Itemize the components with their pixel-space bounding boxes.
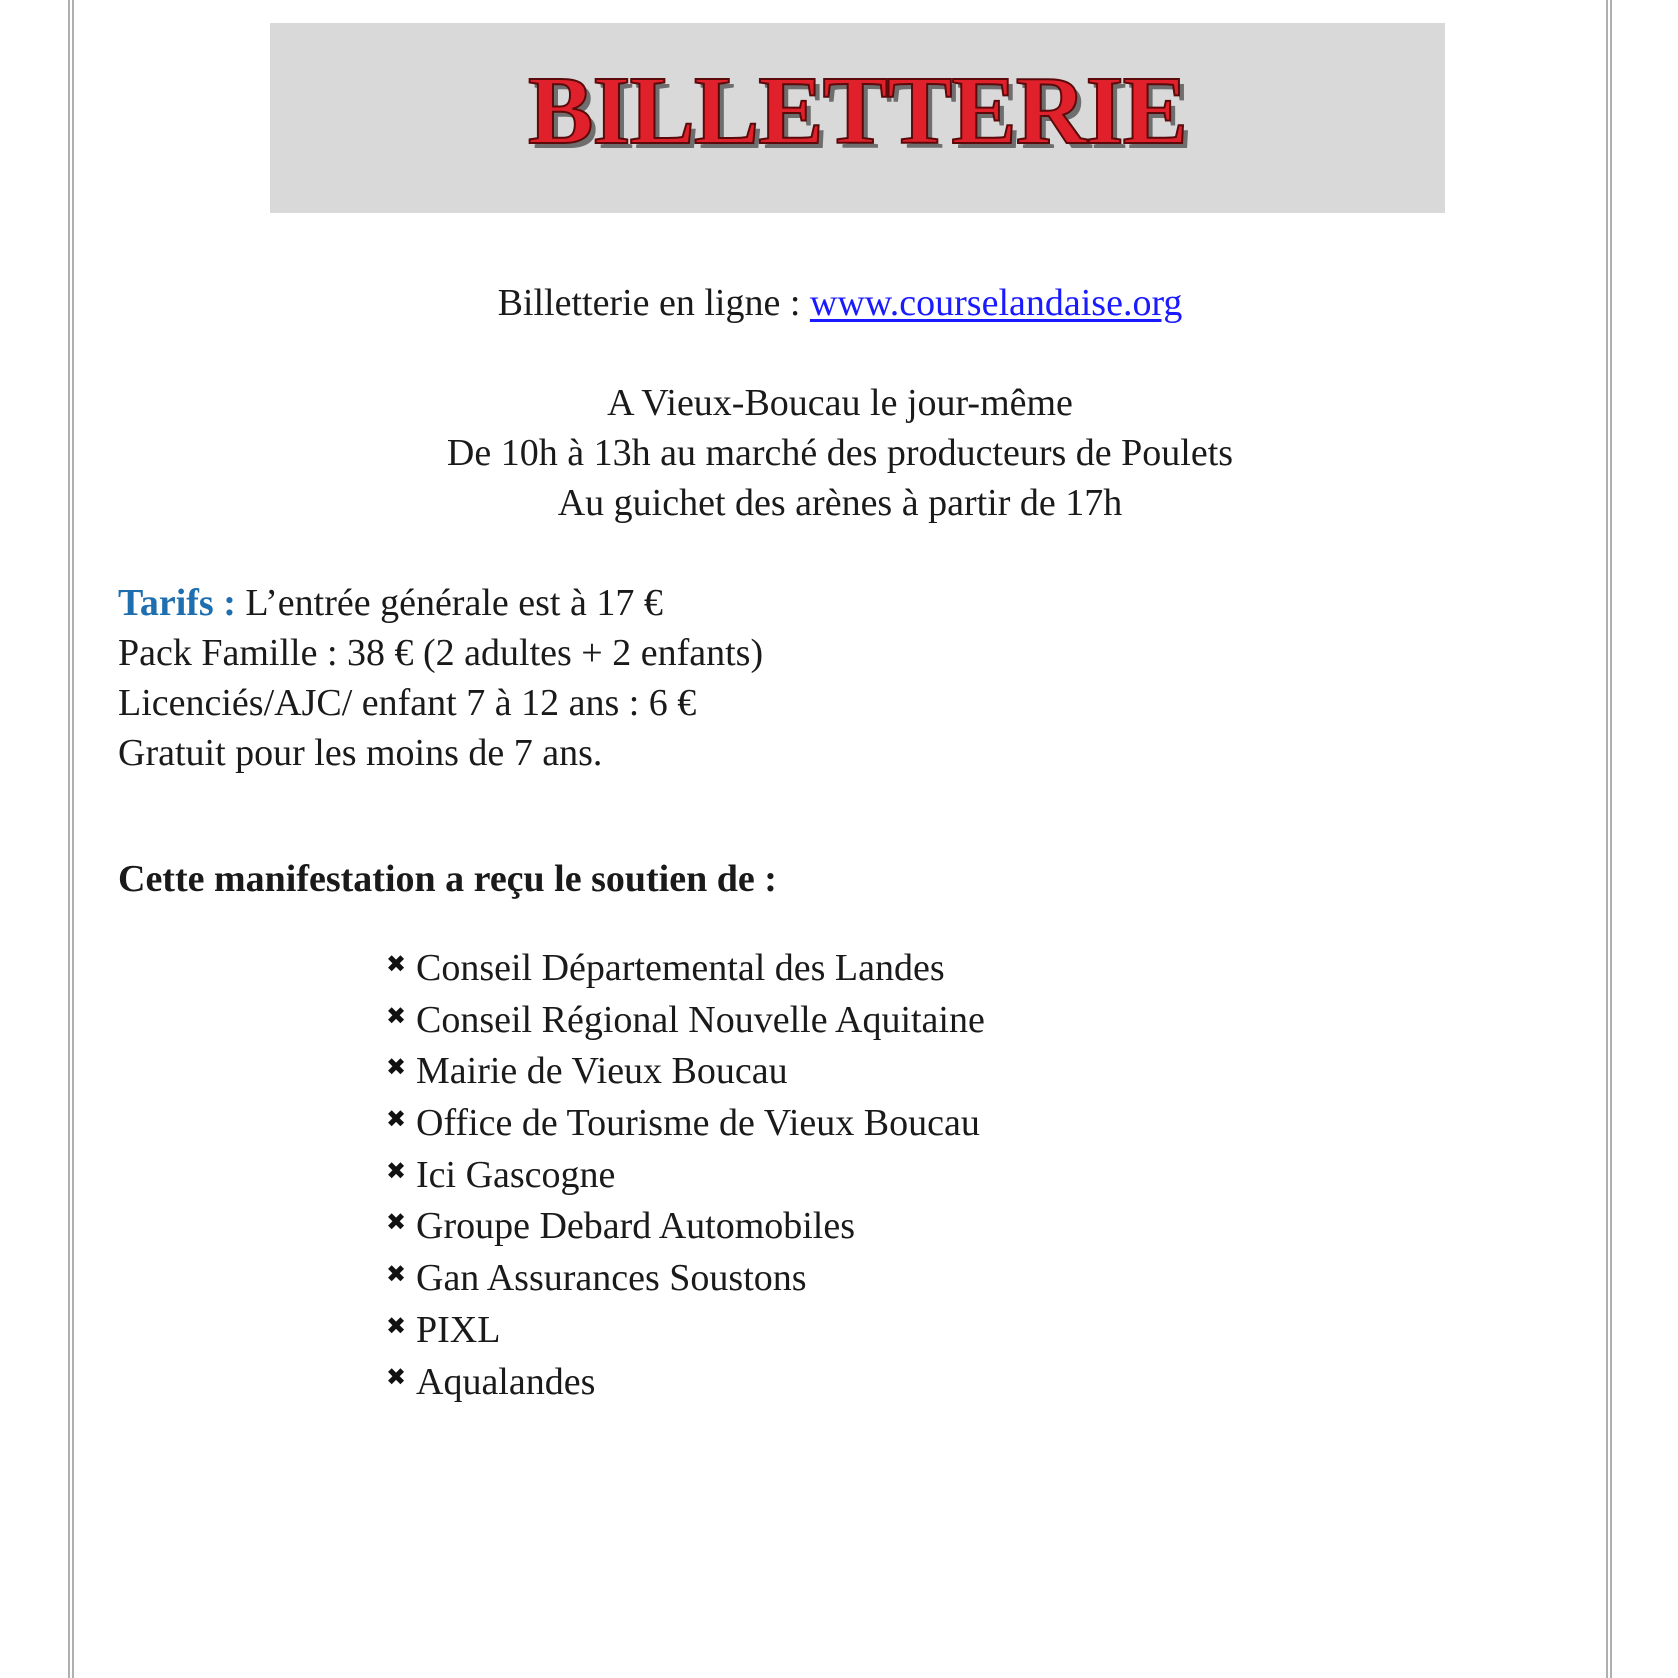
online-ticketing-label: Billetterie en ligne :	[497, 282, 810, 324]
sponsor-list	[386, 943, 985, 1408]
sponsor-name: Mairie de Vieux Boucau	[416, 1050, 788, 1093]
list-item	[386, 1098, 985, 1150]
ticketing-website-link[interactable]: www.courselandaise.org	[809, 282, 1183, 324]
cross-bullet-icon: ✖	[386, 1156, 407, 1185]
tarif-licencies: Licenciés/AJC/ enfant 7 à 12 ans : 6 €	[118, 682, 697, 724]
list-item	[386, 1305, 985, 1357]
sponsor-name: Gan Assurances Soustons	[416, 1257, 807, 1300]
online-ticketing-line	[74, 278, 1606, 328]
sponsor-name: Ici Gascogne	[416, 1153, 616, 1196]
cross-bullet-icon: ✖	[386, 949, 407, 978]
sponsor-name: Aqualandes	[416, 1360, 596, 1403]
page-border-left	[68, 0, 74, 1678]
cross-bullet-icon: ✖	[386, 1001, 407, 1030]
list-item	[386, 1150, 985, 1202]
sponsor-name: PIXL	[416, 1308, 501, 1351]
onsite-line-3: Au guichet des arènes à partir de 17h	[557, 482, 1123, 524]
support-heading: Cette manifestation a reçu le soutien de :	[118, 858, 777, 900]
tarifs-label: Tarifs :	[118, 582, 246, 624]
onsite-line-2: De 10h à 13h au marché des producteurs de Poulets	[446, 432, 1234, 474]
sponsor-name: Conseil Départemental des Landes	[416, 947, 945, 989]
tarif-general: L’entrée générale est à 17 €	[245, 582, 663, 624]
list-item	[386, 1201, 985, 1253]
sponsor-name: Office de Tourisme de Vieux Boucau	[416, 1102, 980, 1145]
cross-bullet-icon: ✖	[386, 1105, 407, 1134]
page-border-right	[1606, 0, 1612, 1678]
tarif-gratuit: Gratuit pour les moins de 7 ans.	[118, 732, 603, 774]
list-item	[386, 1046, 985, 1098]
cross-bullet-icon: ✖	[386, 1053, 407, 1082]
cross-bullet-icon: ✖	[386, 1311, 407, 1340]
list-item	[386, 1357, 985, 1409]
onsite-line-1: A Vieux-Boucau le jour-même	[607, 382, 1073, 424]
title-banner	[270, 23, 1445, 213]
list-item	[386, 943, 985, 995]
sponsor-name: Groupe Debard Automobiles	[416, 1205, 856, 1248]
tarif-famille: Pack Famille : 38 € (2 adultes + 2 enfants)	[118, 632, 764, 674]
list-item	[386, 1253, 985, 1305]
sponsor-name: Conseil Régional Nouvelle Aquitaine	[416, 998, 985, 1041]
page-title: BILLETTERIE	[528, 57, 1187, 165]
list-item	[386, 995, 985, 1047]
tarifs-general-line	[118, 578, 663, 628]
cross-bullet-icon: ✖	[386, 1260, 407, 1289]
cross-bullet-icon: ✖	[386, 1208, 407, 1237]
cross-bullet-icon: ✖	[386, 1363, 407, 1392]
